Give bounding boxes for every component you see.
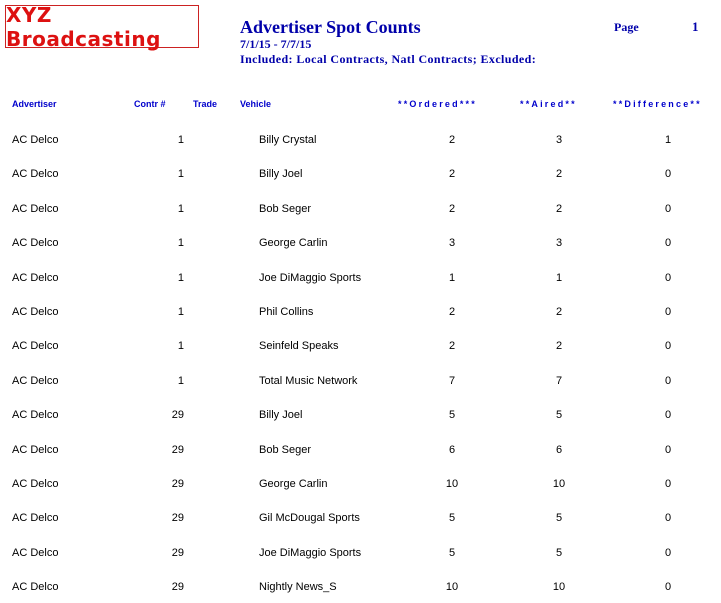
column-header-aired: **Aired** xyxy=(520,99,577,109)
cell-ordered: 2 xyxy=(448,168,456,180)
column-header-ordered: **Ordered*** xyxy=(398,99,477,109)
logo-text: XYZ Broadcasting xyxy=(6,2,161,51)
cell-advertiser: AC Delco xyxy=(12,203,59,215)
table-row xyxy=(0,134,721,150)
cell-vehicle: Billy Joel xyxy=(259,409,303,421)
column-header-trade: Trade xyxy=(193,99,218,109)
cell-ordered: 5 xyxy=(448,409,456,421)
cell-vehicle: Joe DiMaggio Sports xyxy=(259,272,362,284)
cell-advertiser: AC Delco xyxy=(12,444,59,456)
table-row xyxy=(0,512,721,528)
cell-difference: 0 xyxy=(664,375,672,387)
cell-advertiser: AC Delco xyxy=(12,134,59,146)
cell-ordered: 5 xyxy=(448,547,456,559)
report-title: Advertiser Spot Counts xyxy=(240,17,421,37)
cell-contract: 1 xyxy=(177,134,184,146)
cell-difference: 0 xyxy=(664,444,672,456)
cell-contract: 1 xyxy=(177,272,184,284)
column-header-advertiser: Advertiser xyxy=(12,99,57,109)
table-row xyxy=(0,581,721,597)
table-row xyxy=(0,375,721,391)
cell-ordered: 2 xyxy=(448,306,456,318)
cell-advertiser: AC Delco xyxy=(12,478,59,490)
cell-vehicle: Phil Collins xyxy=(259,306,314,318)
report-filter-summary: Included: Local Contracts, Natl Contracts; Excluded: xyxy=(240,52,537,66)
column-header-contract: Contr # xyxy=(134,99,166,109)
cell-contract: 1 xyxy=(177,306,184,318)
cell-vehicle: George Carlin xyxy=(259,237,328,249)
cell-difference: 0 xyxy=(664,512,672,524)
cell-contract: 29 xyxy=(171,581,184,593)
cell-contract: 1 xyxy=(177,340,184,352)
cell-contract: 1 xyxy=(177,203,184,215)
cell-vehicle: Seinfeld Speaks xyxy=(259,340,339,352)
cell-vehicle: Gil McDougal Sports xyxy=(259,512,360,524)
cell-contract: 29 xyxy=(171,547,184,559)
cell-aired: 10 xyxy=(552,478,566,490)
cell-aired: 3 xyxy=(555,134,563,146)
cell-ordered: 7 xyxy=(448,375,456,387)
cell-advertiser: AC Delco xyxy=(12,512,59,524)
cell-ordered: 3 xyxy=(448,237,456,249)
cell-contract: 1 xyxy=(177,168,184,180)
table-row xyxy=(0,340,721,356)
cell-aired: 5 xyxy=(555,409,563,421)
page-number: 1 xyxy=(692,19,699,34)
cell-difference: 0 xyxy=(664,203,672,215)
cell-vehicle: Nightly News_S xyxy=(259,581,337,593)
cell-difference: 0 xyxy=(664,409,672,421)
cell-aired: 6 xyxy=(555,444,563,456)
table-row xyxy=(0,237,721,253)
cell-difference: 1 xyxy=(664,134,672,146)
cell-aired: 2 xyxy=(555,168,563,180)
cell-ordered: 2 xyxy=(448,203,456,215)
cell-difference: 0 xyxy=(664,340,672,352)
cell-contract: 29 xyxy=(171,478,184,490)
cell-contract: 1 xyxy=(177,375,184,387)
cell-advertiser: AC Delco xyxy=(12,168,59,180)
table-row xyxy=(0,409,721,425)
cell-difference: 0 xyxy=(664,581,672,593)
table-row xyxy=(0,306,721,322)
cell-vehicle: Bob Seger xyxy=(259,444,311,456)
cell-aired: 2 xyxy=(555,306,563,318)
cell-aired: 5 xyxy=(555,512,563,524)
cell-contract: 1 xyxy=(177,237,184,249)
cell-difference: 0 xyxy=(664,547,672,559)
cell-aired: 2 xyxy=(555,203,563,215)
table-row xyxy=(0,444,721,460)
column-header-difference: **Difference** xyxy=(613,99,702,109)
table-row xyxy=(0,168,721,184)
cell-aired: 5 xyxy=(555,547,563,559)
cell-advertiser: AC Delco xyxy=(12,340,59,352)
cell-aired: 1 xyxy=(555,272,563,284)
cell-ordered: 10 xyxy=(445,581,459,593)
cell-vehicle: Billy Joel xyxy=(259,168,303,180)
cell-ordered: 5 xyxy=(448,512,456,524)
table-row xyxy=(0,203,721,219)
cell-advertiser: AC Delco xyxy=(12,375,59,387)
cell-advertiser: AC Delco xyxy=(12,272,59,284)
cell-difference: 0 xyxy=(664,272,672,284)
table-row xyxy=(0,272,721,288)
table-row xyxy=(0,478,721,494)
cell-advertiser: AC Delco xyxy=(12,409,59,421)
cell-aired: 2 xyxy=(555,340,563,352)
cell-contract: 29 xyxy=(171,512,184,524)
cell-aired: 7 xyxy=(555,375,563,387)
cell-vehicle: George Carlin xyxy=(259,478,328,490)
cell-ordered: 2 xyxy=(448,134,456,146)
cell-vehicle: Billy Crystal xyxy=(259,134,317,146)
page-label: Page xyxy=(614,20,639,34)
column-header-vehicle: Vehicle xyxy=(240,99,272,109)
cell-advertiser: AC Delco xyxy=(12,581,59,593)
cell-contract: 29 xyxy=(171,444,184,456)
cell-vehicle: Joe DiMaggio Sports xyxy=(259,547,362,559)
cell-ordered: 6 xyxy=(448,444,456,456)
cell-ordered: 1 xyxy=(448,272,456,284)
cell-advertiser: AC Delco xyxy=(12,306,59,318)
cell-aired: 10 xyxy=(552,581,566,593)
cell-contract: 29 xyxy=(171,409,184,421)
cell-advertiser: AC Delco xyxy=(12,237,59,249)
cell-ordered: 10 xyxy=(445,478,459,490)
cell-ordered: 2 xyxy=(448,340,456,352)
cell-vehicle: Total Music Network xyxy=(259,375,358,387)
table-row xyxy=(0,547,721,563)
cell-vehicle: Bob Seger xyxy=(259,203,311,215)
cell-advertiser: AC Delco xyxy=(12,547,59,559)
cell-difference: 0 xyxy=(664,306,672,318)
cell-difference: 0 xyxy=(664,478,672,490)
report-date-range: 7/1/15 - 7/7/15 xyxy=(240,37,312,51)
cell-difference: 0 xyxy=(664,168,672,180)
cell-difference: 0 xyxy=(664,237,672,249)
cell-aired: 3 xyxy=(555,237,563,249)
